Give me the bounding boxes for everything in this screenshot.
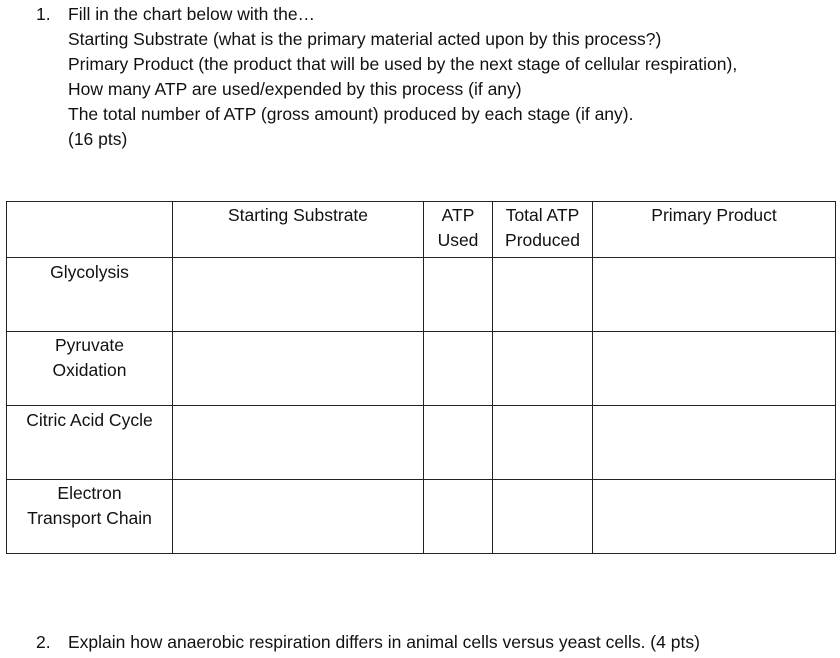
header-total-atp-produced <box>493 202 593 258</box>
header-primary-product-label: Primary Product <box>651 205 777 225</box>
question-2-text: Explain how anaerobic respiration differs in animal cells versus yeast cells. (4 pts) <box>68 632 700 652</box>
answer-cell-atp-used[interactable] <box>424 480 493 554</box>
answer-cell-primary-product[interactable] <box>593 332 836 406</box>
instruction-primary-product: Primary Product (the product that will be used by the next stage of cellular respiration), <box>68 54 738 74</box>
instruction-total-atp: The total number of ATP (gross amount) produced by each stage (if any). <box>68 104 634 124</box>
instruction-starting-substrate: Starting Substrate (what is the primary material acted upon by this process?) <box>68 29 662 49</box>
header-primary-product <box>593 202 836 258</box>
answer-cell-starting-substrate[interactable] <box>173 332 424 406</box>
question-1-intro-line <box>36 2 826 27</box>
answer-cell-total-atp[interactable] <box>493 332 593 406</box>
chart-row-glycolysis <box>7 258 836 332</box>
question-1-number: 1. <box>36 4 51 24</box>
chart-row-pyruvate-oxidation <box>7 332 836 406</box>
question-1-points: (16 pts) <box>68 129 128 149</box>
answer-cell-primary-product[interactable] <box>593 258 836 332</box>
header-atp-used-line1: ATP <box>441 205 475 225</box>
question-2-number: 2. <box>36 632 51 652</box>
instruction-atp-used: How many ATP are used/expended by this process (if any) <box>68 79 522 99</box>
header-total-atp-line1: Total ATP <box>505 205 580 225</box>
row-label-line1: Pyruvate <box>54 335 125 355</box>
answer-cell-starting-substrate[interactable] <box>173 258 424 332</box>
header-starting-substrate-label: Starting Substrate <box>227 205 369 225</box>
answer-cell-total-atp[interactable] <box>493 258 593 332</box>
row-label-line1: Electron <box>57 483 122 503</box>
answer-cell-starting-substrate[interactable] <box>173 406 424 480</box>
header-atp-used-line2: Used <box>437 230 479 250</box>
question-1-intro: Fill in the chart below with the… <box>68 4 316 24</box>
question-2 <box>36 630 700 655</box>
row-label-citric-acid-cycle <box>7 406 173 480</box>
row-label-line2: Oxidation <box>52 360 127 380</box>
answer-cell-total-atp[interactable] <box>493 406 593 480</box>
answer-cell-total-atp[interactable] <box>493 480 593 554</box>
header-starting-substrate <box>173 202 424 258</box>
row-label-line1: Glycolysis <box>50 262 129 282</box>
answer-cell-atp-used[interactable] <box>424 258 493 332</box>
chart-row-citric-acid-cycle <box>7 406 836 480</box>
answer-cell-atp-used[interactable] <box>424 406 493 480</box>
row-label-line1: Citric Acid Cycle <box>26 410 153 430</box>
row-label-glycolysis <box>7 258 173 332</box>
row-label-line2: Transport Chain <box>27 508 152 528</box>
answer-cell-atp-used[interactable] <box>424 332 493 406</box>
respiration-chart <box>6 201 836 554</box>
header-total-atp-line2: Produced <box>505 230 580 250</box>
row-label-pyruvate-oxidation <box>7 332 173 406</box>
chart-row-electron-transport-chain <box>7 480 836 554</box>
answer-cell-primary-product[interactable] <box>593 480 836 554</box>
answer-cell-primary-product[interactable] <box>593 406 836 480</box>
header-atp-used <box>424 202 493 258</box>
header-blank-cell <box>7 202 173 258</box>
question-1 <box>36 2 826 152</box>
chart-header-row <box>7 202 836 258</box>
answer-cell-starting-substrate[interactable] <box>173 480 424 554</box>
row-label-electron-transport-chain <box>7 480 173 554</box>
